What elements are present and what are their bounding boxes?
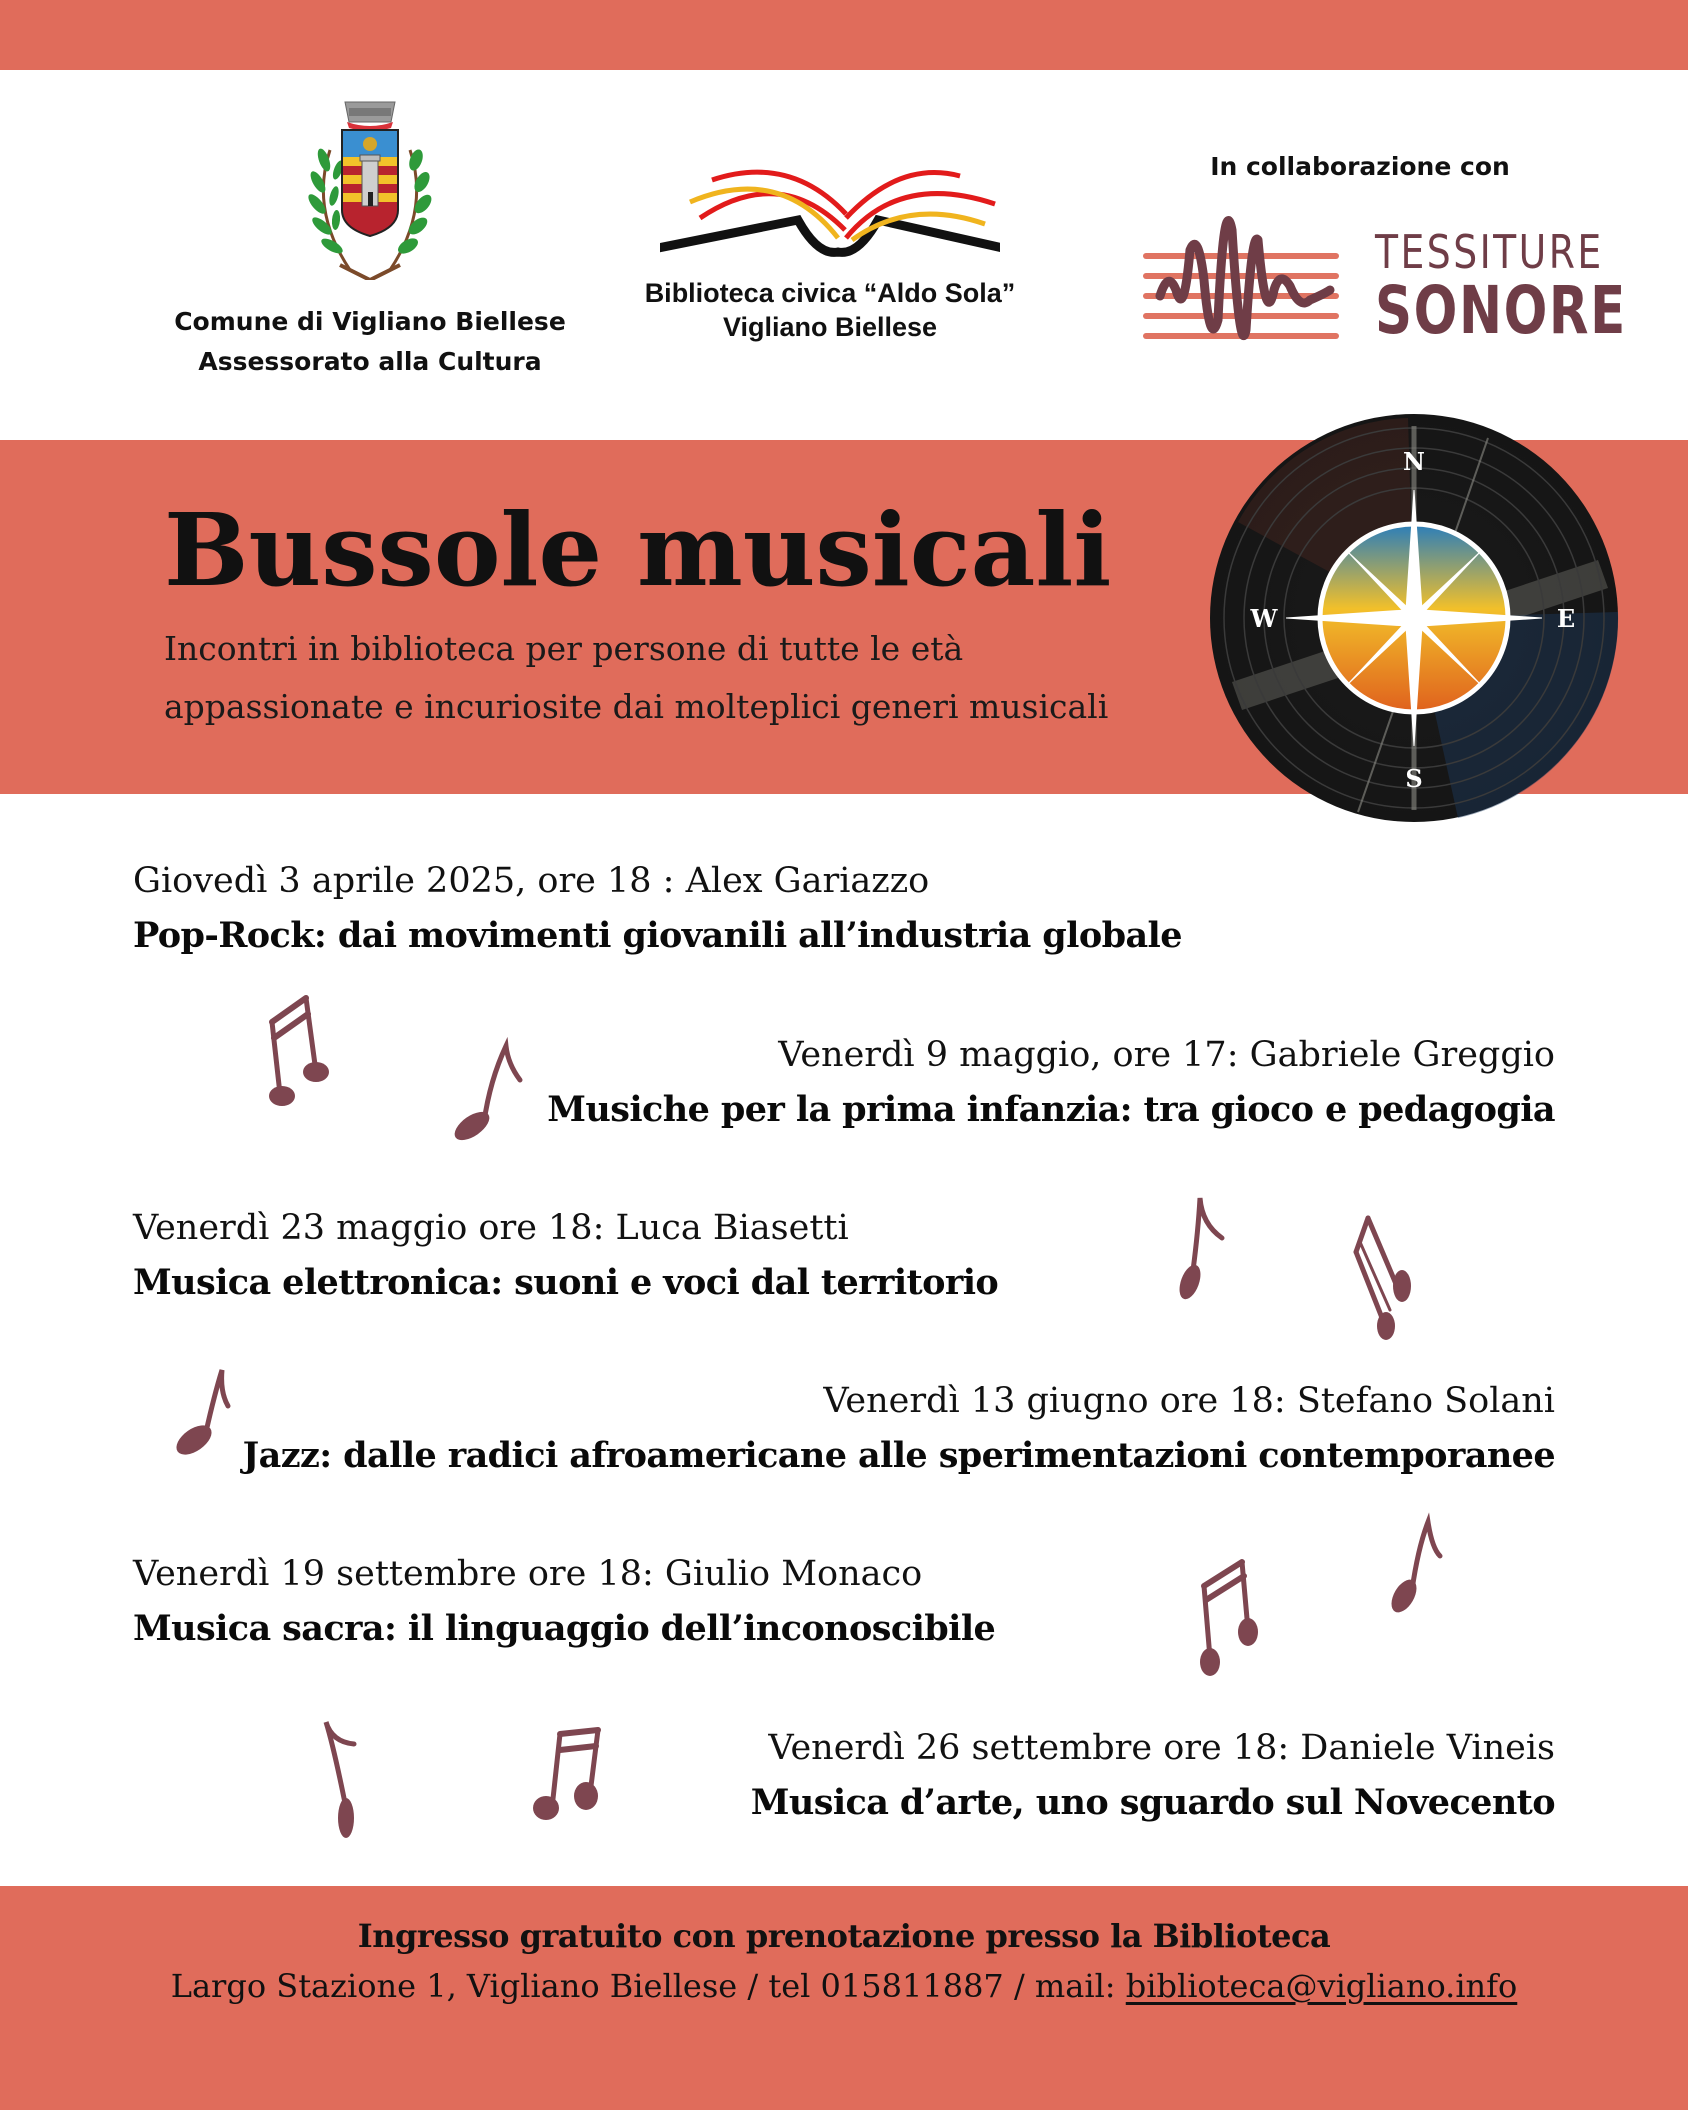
tessiture-brand-line2: SONORE xyxy=(1375,272,1627,349)
soundwave-staff-icon xyxy=(1140,210,1350,360)
footer-headline: Ingresso gratuito con prenotazione presso la Biblioteca xyxy=(357,1917,1331,1955)
compass-west-label: W xyxy=(1250,604,1278,633)
open-book-icon xyxy=(660,158,1000,258)
event-date-speaker: Giovedì 3 aprile 2025, ore 18 : Alex Gariazzo xyxy=(133,861,930,901)
event-date-speaker: Venerdì 23 maggio ore 18: Luca Biasetti xyxy=(133,1208,849,1248)
event-title: Musica d’arte, uno sguardo sul Novecento xyxy=(750,1782,1555,1823)
biblioteca-name: Biblioteca civica “Aldo Sola” xyxy=(644,278,1016,308)
biblioteca-town: Vigliano Biellese xyxy=(722,312,938,342)
subtitle-line-1: Incontri in biblioteca per persone di tutte le età xyxy=(164,629,964,668)
eighth-note-icon xyxy=(1382,1518,1452,1618)
page-subtitle xyxy=(164,620,1224,736)
event-date-speaker: Venerdì 9 maggio, ore 17: Gabriele Greggio xyxy=(778,1035,1555,1075)
event-date-speaker: Venerdì 13 giugno ore 18: Stefano Solani xyxy=(823,1381,1555,1421)
assessorato-name: Assessorato alla Cultura xyxy=(198,347,542,376)
compass-south-label: S xyxy=(1405,764,1423,793)
tessiture-brand-line1: TESSITURE xyxy=(1375,225,1604,279)
event-title: Pop-Rock: dai movimenti giovanili all’industria globale xyxy=(133,915,1182,956)
coat-of-arms-icon xyxy=(290,100,450,280)
tessiture-sonore-logo xyxy=(1140,210,1627,360)
event-title: Musica elettronica: suoni e voci dal territorio xyxy=(133,1262,999,1303)
beamed-eighth-notes-icon xyxy=(1196,1558,1266,1678)
beamed-eighth-notes-icon xyxy=(526,1724,626,1824)
comune-logo xyxy=(160,96,580,386)
compass-north-label: N xyxy=(1403,447,1425,476)
beamed-eighth-notes-icon xyxy=(266,994,336,1114)
event-item xyxy=(95,1723,1555,1833)
event-title: Jazz: dalle radici afroamericane alle sperimentazioni contemporanee xyxy=(242,1435,1555,1476)
event-title: Musiche per la prima infanzia: tra gioco e pedagogia xyxy=(547,1089,1555,1130)
email-link[interactable]: biblioteca@vigliano.info xyxy=(1125,1967,1518,2005)
vinyl-compass-icon xyxy=(1208,412,1620,824)
compass-east-label: E xyxy=(1556,604,1576,633)
footer-address-phone: Largo Stazione 1, Vigliano Biellese / tel 015811887 / mail: xyxy=(170,1967,1126,2005)
eighth-note-icon xyxy=(1176,1194,1246,1304)
event-title: Musica sacra: il linguaggio dell’inconoscibile xyxy=(133,1608,996,1649)
collaboration-label: In collaborazione con xyxy=(1210,152,1510,181)
eighth-note-icon xyxy=(170,1366,250,1466)
event-item xyxy=(133,1549,1593,1659)
event-date-speaker: Venerdì 26 settembre ore 18: Daniele Vineis xyxy=(768,1728,1555,1768)
beamed-eighth-notes-icon xyxy=(1346,1214,1416,1339)
subtitle-line-2: appassionate e incuriosite dai molteplici generi musicali xyxy=(164,687,1109,726)
footer-contact xyxy=(0,1962,1688,2010)
event-date-speaker: Venerdì 19 settembre ore 18: Giulio Monaco xyxy=(133,1554,923,1594)
eighth-note-icon xyxy=(446,1040,526,1140)
comune-name: Comune di Vigliano Biellese xyxy=(174,307,566,336)
event-item xyxy=(133,856,1593,966)
page-title: Bussole musicali xyxy=(164,491,1112,609)
event-item xyxy=(95,1376,1555,1486)
top-color-band xyxy=(0,0,1688,70)
biblioteca-logo xyxy=(640,148,1020,358)
eighth-note-icon xyxy=(316,1718,376,1838)
